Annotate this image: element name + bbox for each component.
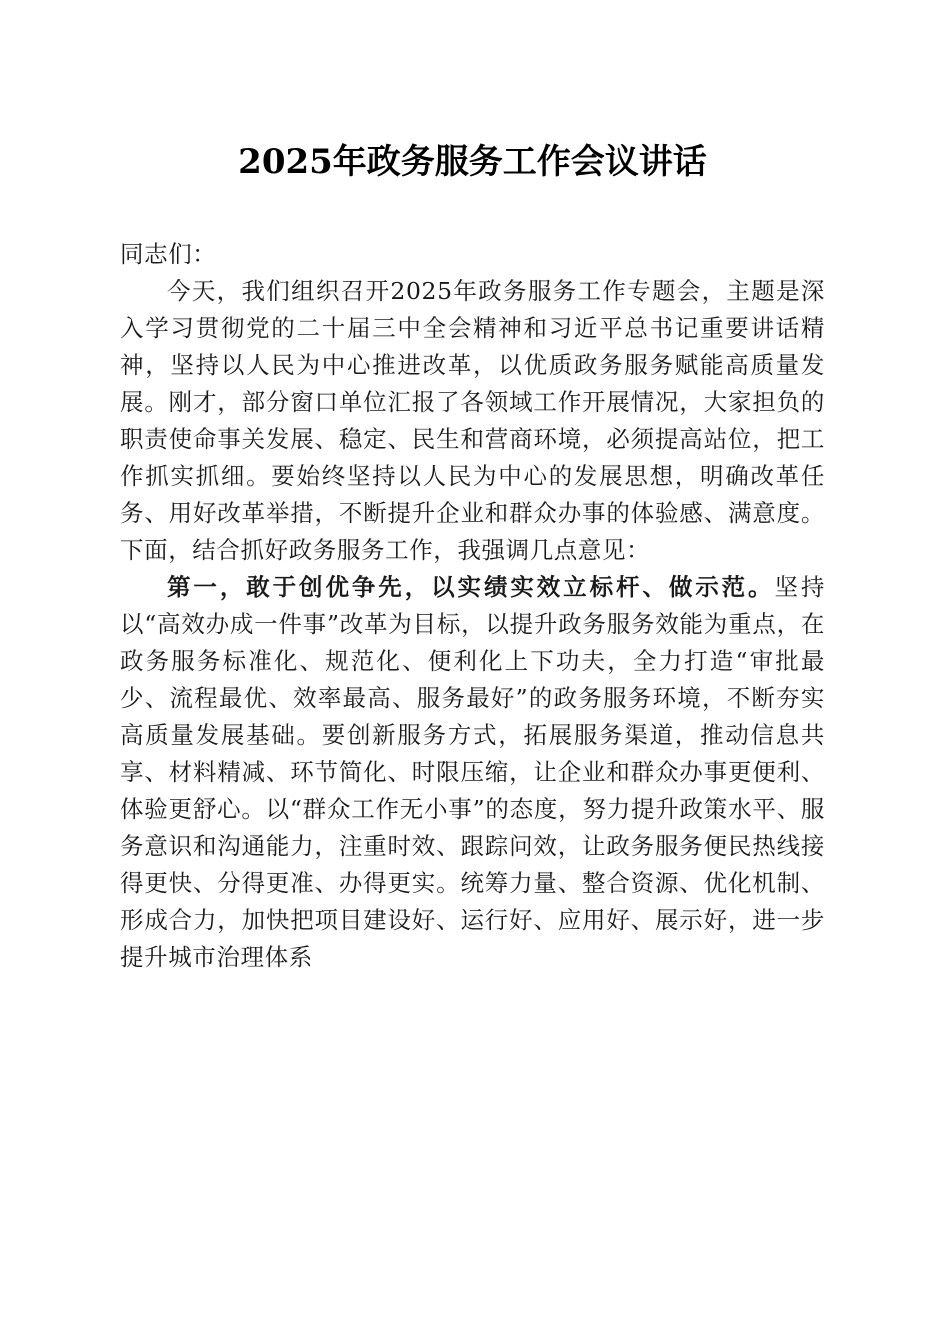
salutation: 同志们： <box>120 240 217 268</box>
document-title: 2025年政务服务工作会议讲话 <box>238 142 707 182</box>
paragraph-first-point-text: 坚持以“高效办成一件事”改革为目标，以提升政务服务效能为重点，在政务服务标准化、规范化、便利化上下功夫，全力打造“审批最少、流程最优、效率最高、服务最好”的政务服务环境，不断夯实高质量发展基础。要创新服务方式，拓展服务渠道，推动信息共享、材料精减、环节简化、时限压缩，让企业和群众办事更便利、体验更舒心。以“群众工作无小事”的态度，努力提升政策水平、服务意识和沟通能力，注重时效、跟踪问效，让政务服务便民热线接得更快、分得更准、办得更实。统筹力量、整合资源、优化机制、形成合力，加快把项目建设好、运行好、应用好、展示好，进一步提升城市治理体系 <box>120 573 825 971</box>
paragraph-intro-text: 今天，我们组织召开2025年政务服务工作专题会，主题是深入学习贯彻党的二十届三中全会精神和习近平总书记重要讲话精神，坚持以人民为中心推进改革，以优质政务服务赋能高质量发展。刚才，部分窗口单位汇报了各领域工作开展情况，大家担负的职责使命事关发展、稳定、民生和营商环境，必须提高站位，把工作抓实抓细。要始终坚持以人民为中心的发展思想，明确改革任务、用好改革举措，不断提升企业和群众办事的体验感、满意度。下面，结合抓好政务服务工作，我强调几点意见： <box>120 277 825 564</box>
paragraph-first-point <box>120 569 825 976</box>
paragraph-first-point-heading: 第一，敢于创优争先，以实绩实效立标杆、做示范。 <box>167 573 775 601</box>
document-body <box>120 138 825 976</box>
paragraph-intro <box>120 273 825 569</box>
